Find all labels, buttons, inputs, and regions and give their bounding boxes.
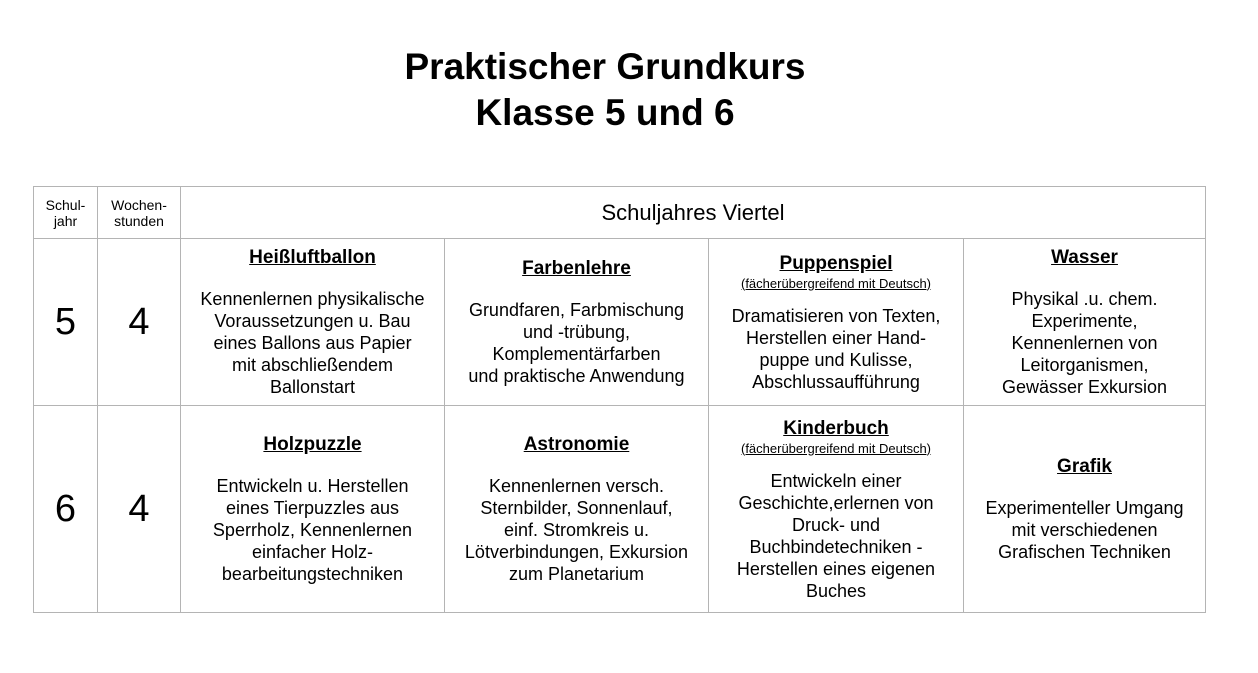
course-cell (964, 239, 1206, 406)
title-line-2: Klasse 5 und 6 (475, 92, 735, 133)
course-topic: Kinderbuch (783, 417, 889, 439)
course-description: Kennenlernen physikalische Voraussetzungen u. Bau eines Ballons aus Papier mit abschließendem Ballonstart (200, 289, 425, 397)
course-topic: Grafik (1057, 456, 1112, 477)
course-cell (709, 239, 964, 406)
header-weekly-hours: Wochen- stunden (98, 187, 181, 239)
course-description: Physikal .u. chem. Experimente, Kennenlernen von Leitorganismen, Gewässer Exkursion (1001, 289, 1168, 397)
course-cell (181, 406, 445, 613)
page-title (0, 44, 1210, 136)
course-description: Dramatisieren von Texten, Herstellen einer Hand- puppe und Kulisse, Abschlussaufführung (731, 305, 941, 392)
header-school-year: Schul- jahr (34, 187, 98, 239)
year-cell: 6 (34, 406, 98, 613)
course-topic: Holzpuzzle (263, 434, 362, 455)
header-row (34, 187, 1206, 239)
course-description: Experimenteller Umgang mit verschiedenen Grafischen Techniken (985, 498, 1184, 562)
course-topic: Astronomie (523, 434, 630, 455)
hours-cell: 4 (98, 406, 181, 613)
course-subtitle: (fächerübergreifend mit Deutsch) (740, 275, 932, 291)
course-topic: Heißluftballon (249, 247, 376, 268)
course-topic: Farbenlehre (522, 258, 631, 279)
table-row (34, 406, 1206, 613)
course-cell (445, 239, 709, 406)
course-cell (964, 406, 1206, 613)
course-cell (181, 239, 445, 406)
course-subtitle: (fächerübergreifend mit Deutsch) (740, 440, 932, 456)
course-topic: Wasser (1051, 247, 1118, 268)
course-table (33, 186, 1206, 613)
course-description: Kennenlernen versch. Sternbilder, Sonnenlauf, einf. Stromkreis u. Lötverbindungen, Exkursion zum Planetarium (464, 476, 689, 584)
course-description: Grundfaren, Farbmischung und -trübung, Komplementärfarben und praktische Anwendung (468, 300, 685, 386)
hours-cell: 4 (98, 239, 181, 406)
course-cell (445, 406, 709, 613)
table-row (34, 239, 1206, 406)
course-cell (709, 406, 964, 613)
header-quarters: Schuljahres Viertel (181, 187, 1206, 239)
course-description: Entwickeln u. Herstellen eines Tierpuzzles aus Sperrholz, Kennenlernen einfacher Holz- bearbeitungstechniken (212, 476, 413, 584)
course-topic: Puppenspiel (779, 252, 893, 274)
course-description: Entwickeln einer Geschichte,erlernen von Druck- und Buchbindetechniken - Herstellen eines eigenen Buches (736, 470, 936, 601)
title-line-1: Praktischer Grundkurs (404, 46, 806, 87)
year-cell: 5 (34, 239, 98, 406)
